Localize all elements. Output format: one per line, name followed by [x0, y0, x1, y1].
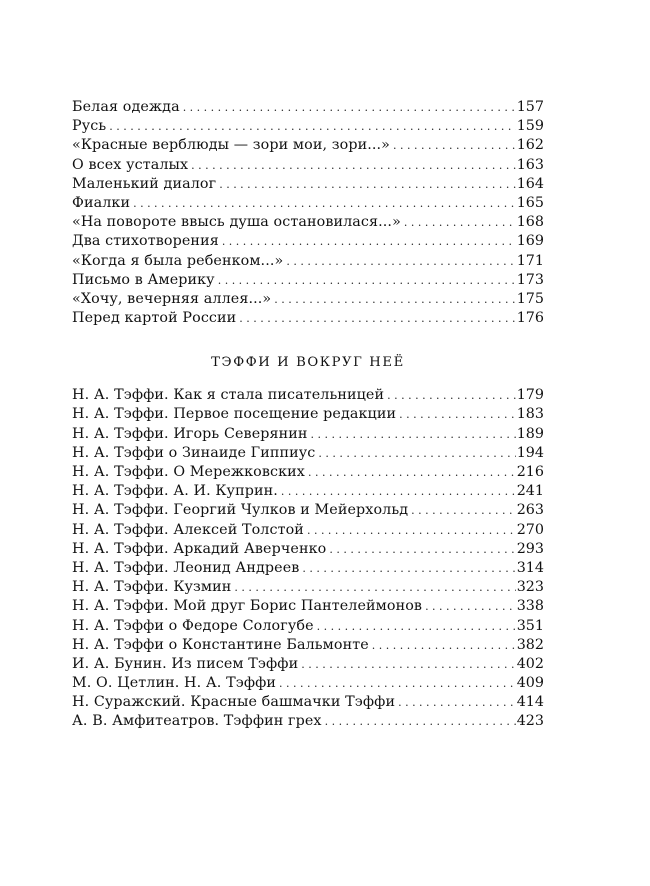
dot-leader [404, 213, 516, 232]
toc-entry-title: Н. А. Тэффи. Как я стала писательницей [72, 387, 385, 404]
toc-entry-title: Русь [72, 118, 107, 135]
toc-entry-page-number: 382 [516, 636, 544, 653]
toc-entry [72, 252, 544, 271]
toc-entry [72, 559, 544, 578]
toc-entry-title: «Хочу, вечерняя аллея...» [72, 290, 272, 307]
toc-entry-title: Маленький диалог [72, 175, 217, 192]
toc-entry-page-number: 157 [516, 99, 544, 115]
dot-leader [109, 117, 515, 136]
toc-entry [72, 463, 544, 482]
toc-entry [72, 136, 544, 155]
dot-leader [393, 136, 516, 155]
toc-entry-page-number: 423 [516, 713, 544, 730]
toc-entry-page-number: 293 [516, 540, 544, 557]
toc-entry [72, 501, 544, 520]
toc-list-poems [72, 98, 544, 328]
toc-entry-title: И. А. Бунин. Из писем Тэффи [72, 655, 299, 672]
toc-entry-page-number: 323 [516, 579, 544, 596]
toc-entry-page-number: 241 [516, 483, 544, 500]
toc-entry [72, 194, 544, 213]
toc-entry-title: Н. А. Тэффи о Федоре Сологубе [72, 617, 314, 634]
toc-entry [72, 405, 544, 424]
toc-entry [72, 232, 544, 251]
toc-entry-page-number: 173 [516, 271, 544, 288]
toc-entry-title: Н. А. Тэффи. Игорь Северянин [72, 425, 308, 442]
toc-entry-title: Н. А. Тэффи. Алексей Толстой [72, 521, 304, 538]
toc-entry-page-number: 175 [516, 290, 544, 307]
toc-entry [72, 597, 544, 616]
toc-entry-title: Письмо в Америку [72, 271, 215, 288]
dot-leader [311, 425, 516, 444]
dot-leader [222, 232, 516, 251]
toc-entry [72, 98, 544, 117]
toc-entry-title: М. О. Цетлин. Н. А. Тэффи [72, 675, 277, 692]
toc-entry-page-number: 338 [516, 598, 544, 615]
toc-entry [72, 655, 544, 674]
toc-entry-page-number: 165 [516, 194, 544, 211]
toc-entry-page-number: 314 [516, 559, 544, 576]
dot-leader [318, 444, 515, 463]
toc-entry-page-number: 164 [516, 175, 544, 192]
section-heading: ТЭФФИ И ВОКРУГ НЕЁ [211, 355, 405, 371]
toc-entry [72, 175, 544, 194]
toc-entry-page-number: 216 [516, 464, 544, 480]
toc-entry-title: «Красные верблюды — зори мои, зори...» [72, 137, 391, 154]
table-of-contents [72, 98, 544, 732]
toc-entry-page-number: 189 [516, 425, 544, 442]
toc-entry-page-number: 263 [516, 502, 544, 519]
toc-entry [72, 540, 544, 559]
toc-entry [72, 578, 544, 597]
toc-entry-page-number: 159 [516, 118, 544, 135]
dot-leader [218, 271, 516, 290]
toc-entry-title: О всех усталых [72, 156, 189, 173]
toc-entry-page-number: 171 [516, 252, 544, 269]
toc-entry [72, 482, 544, 501]
toc-entry-title: А. В. Амфитеатров. Тэффин грех [72, 713, 322, 730]
toc-entry-title: Н. А. Тэффи. А. И. Куприн. [72, 483, 278, 500]
toc-entry-title: Фиалки [72, 194, 131, 211]
toc-entry-page-number: 163 [516, 156, 544, 173]
toc-entry-page-number: 402 [516, 655, 544, 672]
toc-entry [72, 386, 544, 405]
toc-entry-title: Перед картой России [72, 310, 237, 327]
dot-leader [325, 712, 516, 731]
toc-entry-title: Н. А. Тэффи. Первое посещение редакции [72, 406, 397, 423]
toc-entry [72, 617, 544, 636]
dot-leader [307, 521, 516, 540]
toc-entry-page-number: 270 [516, 521, 544, 538]
toc-entry [72, 674, 544, 693]
dot-leader [411, 501, 516, 520]
toc-entry [72, 117, 544, 136]
toc-entry-title: «На повороте ввысь душа остановилася...» [72, 214, 401, 231]
dot-leader [317, 617, 516, 636]
toc-entry-page-number: 179 [516, 387, 544, 404]
dot-leader [308, 463, 516, 482]
dot-leader [219, 175, 516, 194]
toc-entry-page-number: 414 [516, 694, 544, 711]
toc-entry-page-number: 176 [516, 310, 544, 327]
dot-leader [399, 405, 516, 424]
toc-entry-title: Н. А. Тэффи. Мой друг Борис Пантелеймонов [72, 598, 423, 615]
dot-leader [302, 559, 515, 578]
toc-entry [72, 290, 544, 309]
dot-leader [191, 156, 516, 175]
dot-leader [281, 482, 516, 501]
toc-entry-title: Н. А. Тэффи. О Мережковских [72, 464, 305, 480]
toc-entry [72, 156, 544, 175]
dot-leader [234, 578, 515, 597]
toc-entry-page-number: 194 [516, 444, 544, 461]
toc-entry [72, 521, 544, 540]
toc-list-memoirs [72, 386, 544, 731]
toc-entry-page-number: 168 [516, 214, 544, 231]
toc-entry [72, 444, 544, 463]
dot-leader [274, 290, 515, 309]
toc-entry-title: «Когда я была ребенком...» [72, 252, 284, 269]
toc-entry-title: Н. А. Тэффи. Аркадий Аверченко [72, 540, 327, 557]
dot-leader [279, 674, 516, 693]
toc-entry-title: Два стихотворения [72, 233, 219, 250]
toc-entry-title: Н. Суражский. Красные башмачки Тэффи [72, 694, 396, 711]
dot-leader [239, 309, 515, 328]
dot-leader [387, 386, 516, 405]
dot-leader [183, 98, 516, 117]
toc-entry [72, 693, 544, 712]
dot-leader [398, 693, 516, 712]
toc-entry-title: Н. А. Тэффи. Георгий Чулков и Мейерхольд [72, 502, 409, 519]
toc-entry [72, 271, 544, 290]
toc-entry [72, 425, 544, 444]
toc-entry [72, 712, 544, 731]
toc-entry [72, 213, 544, 232]
toc-entry [72, 636, 544, 655]
dot-leader [301, 655, 515, 674]
toc-entry-page-number: 351 [516, 617, 544, 634]
dot-leader [133, 194, 516, 213]
toc-entry-title: Н. А. Тэффи. Кузмин [72, 579, 232, 596]
toc-entry-page-number: 162 [516, 137, 544, 154]
dot-leader [329, 540, 515, 559]
toc-entry-title: Н. А. Тэффи. Леонид Андреев [72, 559, 300, 576]
toc-entry [72, 309, 544, 328]
toc-entry-title: Н. А. Тэффи о Константине Бальмонте [72, 636, 369, 653]
toc-entry-page-number: 169 [516, 233, 544, 250]
dot-leader [372, 636, 516, 655]
toc-entry-page-number: 409 [516, 675, 544, 692]
toc-entry-title: Белая одежда [72, 99, 180, 115]
dot-leader [286, 252, 515, 271]
dot-leader [425, 597, 516, 616]
toc-entry-page-number: 183 [516, 406, 544, 423]
toc-entry-title: Н. А. Тэффи о Зинаиде Гиппиус [72, 444, 316, 461]
